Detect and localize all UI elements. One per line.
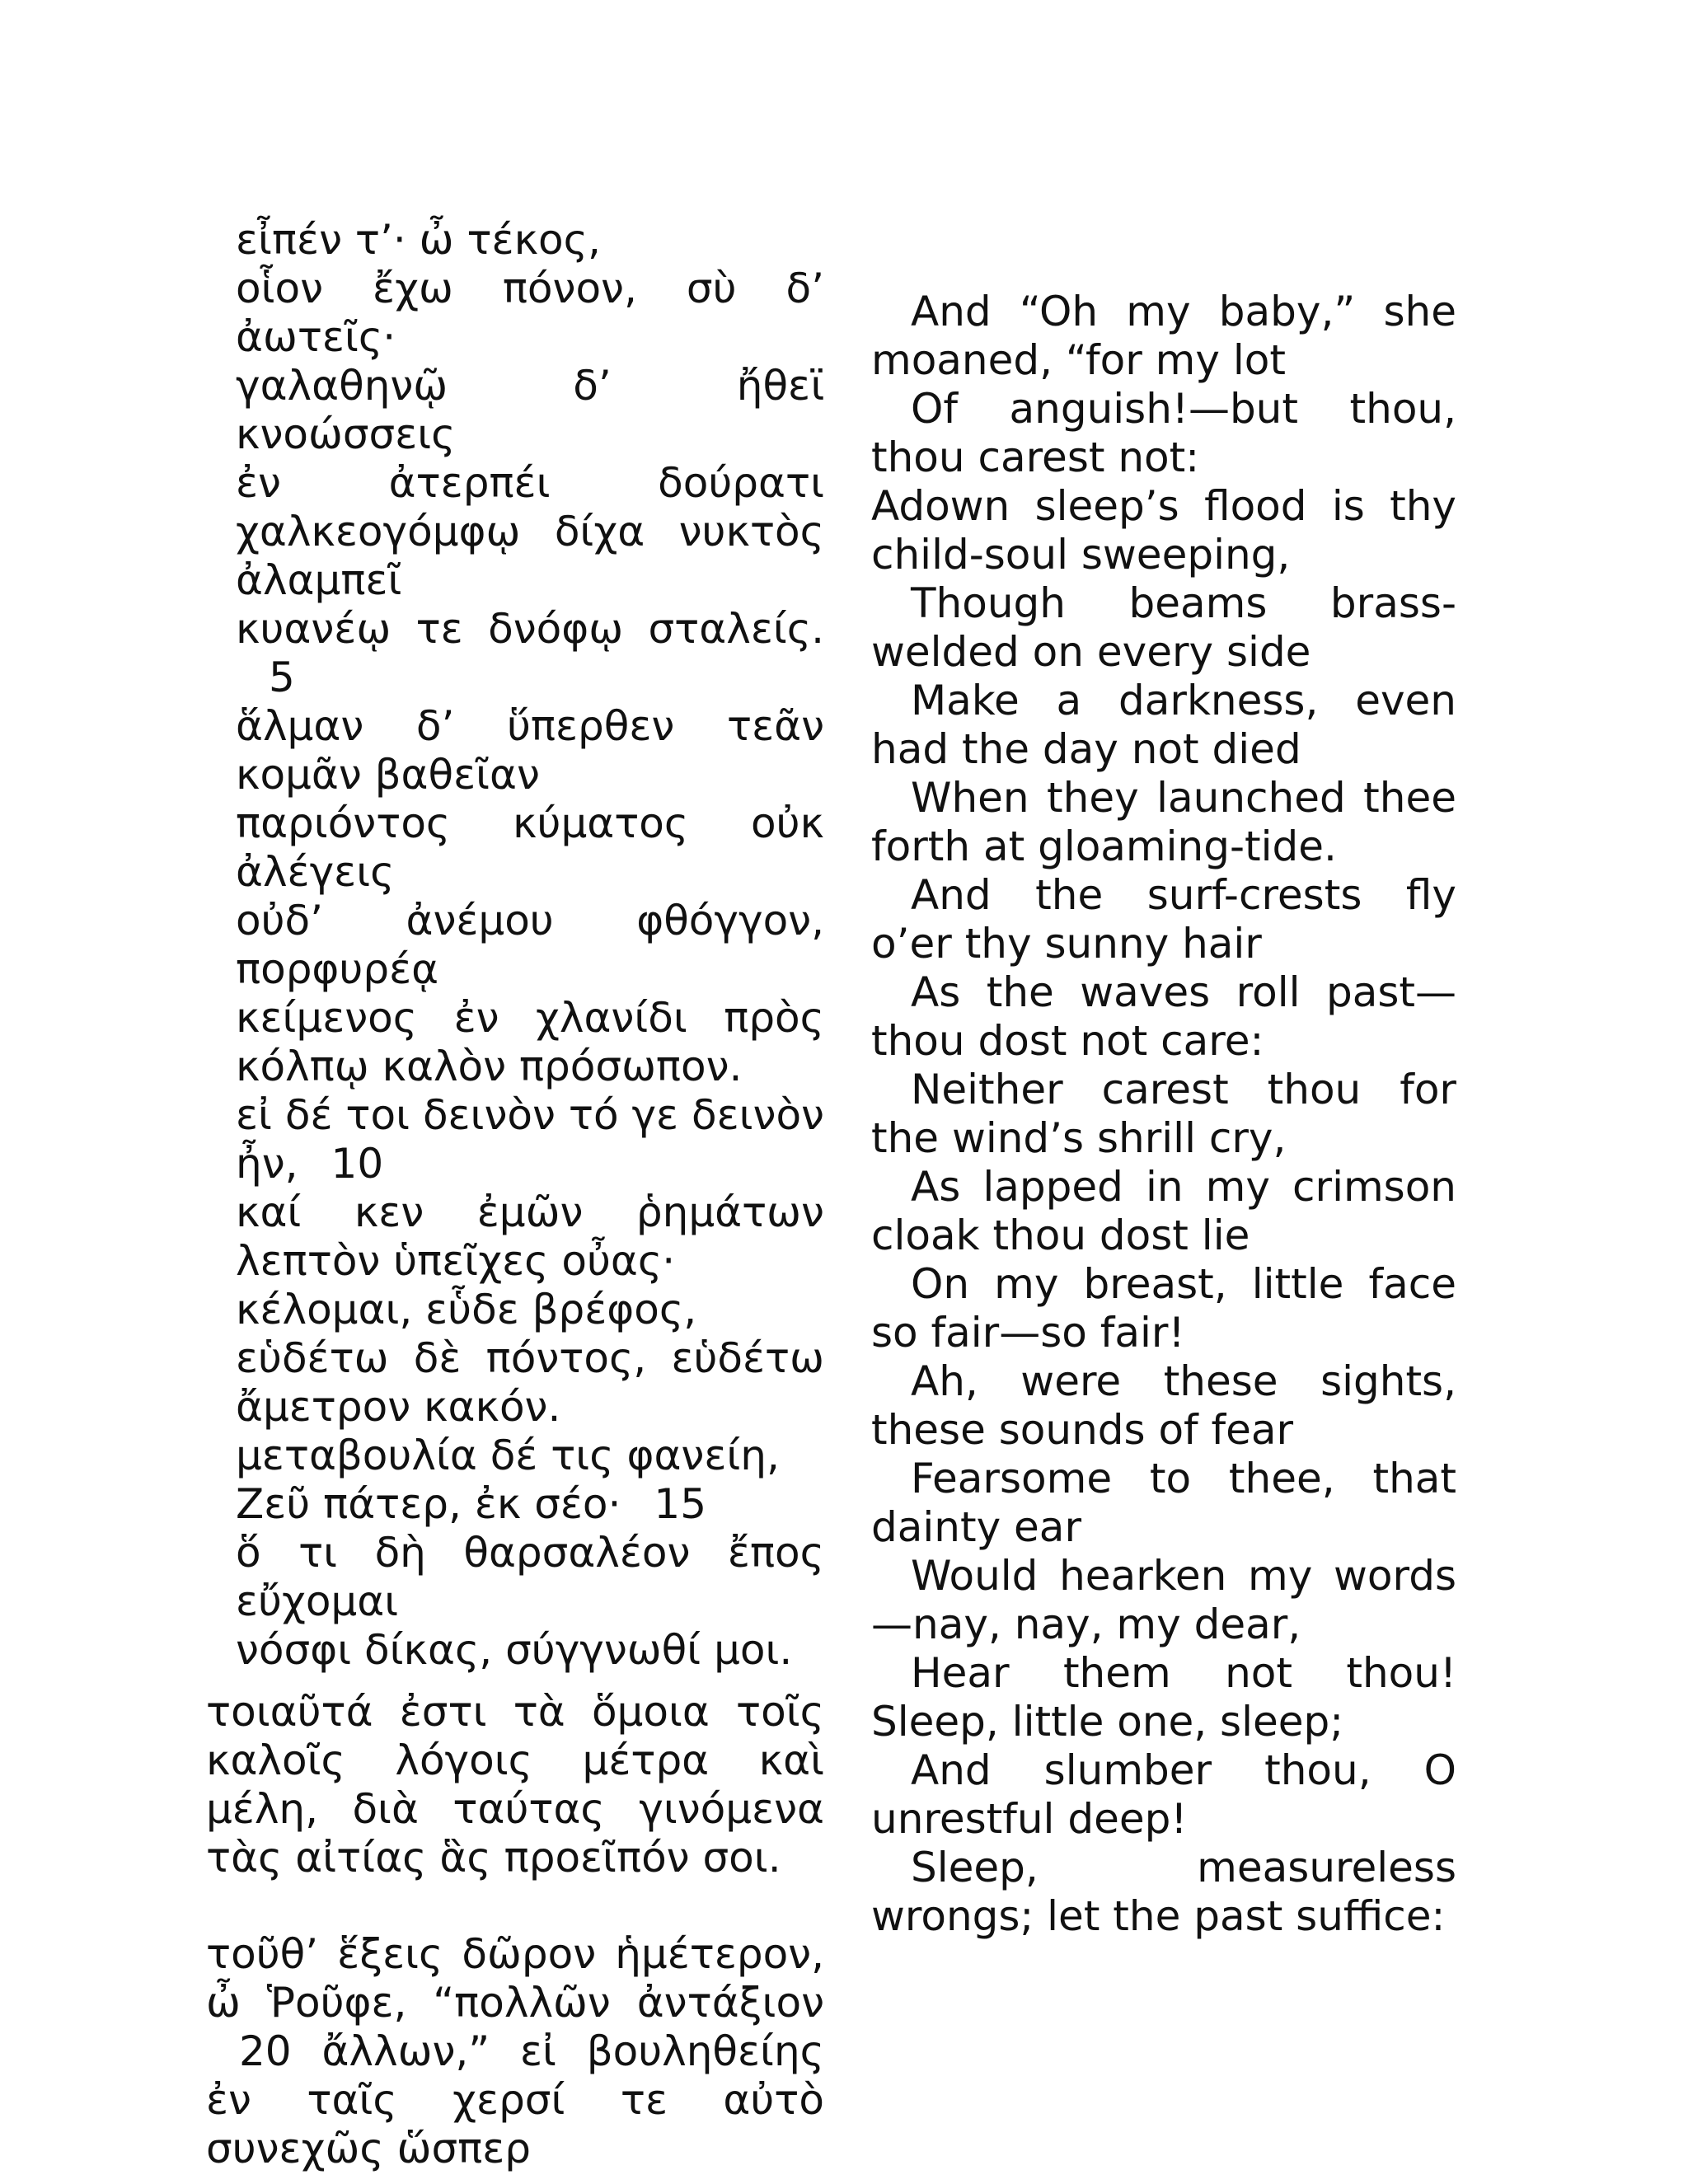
greek-verse-line: μεταβουλία δέ τις φανείη, bbox=[236, 1432, 780, 1479]
greek-verse-line: παριόντος κύματος οὐκ ἀλέγεις bbox=[236, 799, 824, 896]
english-verse-line: Would hearken my words—nay, nay, my dear, bbox=[871, 1552, 1456, 1648]
greek-verse-line: ἅλμαν δ’ ὕπερθεν τεᾶν κομᾶν βαθεῖαν bbox=[236, 702, 824, 799]
english-verse-line: And slumber thou, O unrestful deep! bbox=[871, 1746, 1456, 1843]
greek-verse-line: ὅ τι δὴ θαρσαλέον ἔπος εὔχομαι bbox=[236, 1529, 824, 1625]
english-verse-line: On my breast, little face so fair—so fair! bbox=[871, 1260, 1456, 1357]
greek-verse-line: εὑδέτω δὲ πόντος, εὑδέτω ἄμετρον κακόν. bbox=[236, 1334, 824, 1431]
greek-verse-line: Ζεῦ πάτερ, ἐκ σέο· 15 bbox=[236, 1480, 707, 1528]
english-verse-line: When they launched thee forth at gloaming-tide. bbox=[871, 774, 1456, 870]
greek-verse-line: κέλομαι, εὗδε βρέφος, bbox=[236, 1286, 697, 1333]
line-number: 10 bbox=[331, 1140, 384, 1188]
greek-verse-line: εἶπέν τ’· ὦ τέκος, bbox=[236, 216, 601, 264]
greek-verse-line: καί κεν ἐμῶν ῥημάτων λεπτὸν ὑπεῖχες οὖας· bbox=[236, 1188, 824, 1285]
greek-verse-line: νόσφι δίκας, σύγγνωθί μοι. bbox=[236, 1626, 793, 1674]
greek-verse-line: κυανέῳ τε δνόφῳ σταλείς.5 bbox=[236, 605, 824, 701]
greek-prose-paragraph: τοῦθ’ ἕξεις δῶρον ἡμέτερον, ὦ Ῥοῦφε, “πολλῶν ἀντάξιον20 ἄλλων,” εἰ βουληθείης ἐν ταῖς χερσί τε αὐτὸ συνεχῶς ὥσπερ bbox=[206, 1930, 824, 2172]
greek-verse bbox=[206, 216, 824, 1675]
line-number: 5 bbox=[269, 654, 295, 701]
greek-prose-paragraph: τοιαῦτά ἐστι τὰ ὅμοια τοῖς καλοῖς λόγοις μέτρα καὶ μέλη, διὰ ταύτας γινόμενα τὰς αἰτίας ἃς προεῖπόν σοι. bbox=[206, 1688, 824, 1882]
greek-verse-line: οἷον ἔχω πόνον, σὺ δ’ ἀωτεῖς· bbox=[236, 265, 824, 361]
english-verse-line: Adown sleep’s flood is thy child-soul sweeping, bbox=[871, 482, 1456, 579]
greek-verse-line: εἰ δέ τοι δεινὸν τό γε δεινὸν ἦν, 10 bbox=[236, 1091, 824, 1188]
english-verse-line: Sleep, measureless wrongs; let the past suffice: bbox=[871, 1844, 1456, 1940]
greek-verse-line: κείμενος ἐν χλανίδι πρὸς κόλπῳ καλὸν πρόσωπον. bbox=[236, 994, 824, 1090]
english-verse-line: Fearsome to thee, that dainty ear bbox=[871, 1455, 1456, 1551]
english-verse-line: As the waves roll past—thou dost not care: bbox=[871, 968, 1456, 1065]
english-verse-line: And “Oh my baby,” she moaned, “for my lot bbox=[871, 288, 1456, 384]
english-verse-line: Neither carest thou for the wind’s shrill cry, bbox=[871, 1066, 1456, 1162]
greek-verse-line: οὐδ’ ἀνέμου φθόγγον, πορφυρέᾳ bbox=[236, 897, 824, 993]
english-verse-line: Of anguish!—but thou, thou carest not: bbox=[871, 385, 1456, 481]
english-verse-line: And the surf-crests fly o’er thy sunny hair bbox=[871, 871, 1456, 968]
english-verse-line: Hear them not thou! Sleep, little one, sleep; bbox=[871, 1649, 1456, 1746]
line-number: 20 bbox=[239, 2027, 292, 2075]
english-verse-line: As lapped in my crimson cloak thou dost lie bbox=[871, 1163, 1456, 1259]
line-number: 15 bbox=[654, 1480, 707, 1528]
english-verse-line: Make a darkness, even had the day not died bbox=[871, 677, 1456, 773]
english-verse-line: Ah, were these sights, these sounds of fear bbox=[871, 1357, 1456, 1454]
english-column bbox=[871, 288, 1456, 1941]
greek-verse-line: ἐν ἀτερπέι δούρατι χαλκεογόμφῳ δίχα νυκτὸς ἀλαμπεῖ bbox=[236, 459, 824, 604]
english-verse-line: Though beams brass-welded on every side bbox=[871, 579, 1456, 676]
greek-verse-line: γαλαθηνῷ δ’ ἤθεϊ κνοώσσεις bbox=[236, 362, 824, 458]
greek-column bbox=[206, 216, 824, 2173]
